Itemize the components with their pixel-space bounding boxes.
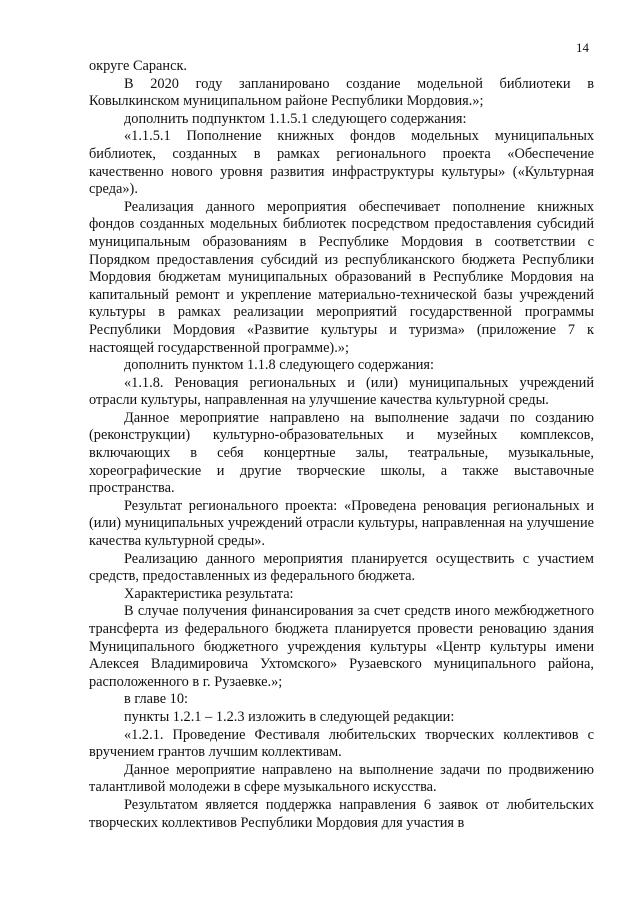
paragraph: Результатом является поддержка направления 6 заявок от любительских творческих коллективов Республики Мордовия для участия в: [89, 796, 594, 831]
paragraph: в главе 10:: [124, 691, 189, 708]
paragraph: В случае получения финансирования за счет средств иного межбюджетного трансферта из федерального бюджета планируется провести реновацию здания Муниципального бюджетного учреждения культуры «Центр культуры имени Алексея Владимировича Ухтомского» Рузаевского муниципального района, расположенного в г. Рузаевке.»;: [89, 603, 594, 690]
paragraph: округе Саранск.: [89, 58, 188, 74]
paragraph: дополнить подпунктом 1.1.5.1 следующего содержания:: [124, 110, 467, 127]
paragraph: пункты 1.2.1 – 1.2.3 изложить в следующей редакции:: [124, 708, 455, 725]
paragraph: «1.1.8. Реновация региональных и (или) муниципальных учреждений отрасли культуры, направленная на улучшение качества культурной среды.: [89, 374, 594, 409]
paragraph: Реализация данного мероприятия обеспечивает пополнение книжных фондов созданных модельных библиотек посредством предоставления субсидий муниципальным образованиям в Республике Мордовия в соответствии с Порядком предоставления субсидий из республиканского бюджета Республики Мордовия бюджетам муниципальных образований в Республике Мордовия на капитальный ремонт и укрепление материально-технической базы учреждений культуры в рамках реализации мероприятий государственной программы Республики Мордовия «Развитие культуры и туризма» (приложение 7 к настоящей государственной программе).»;: [89, 198, 594, 356]
page-number: 14: [576, 40, 589, 55]
paragraph: «1.1.5.1 Пополнение книжных фондов модельных муниципальных библиотек, созданных в рамках регионального проекта «Обеспечение качественно нового уровня развития инфраструктуры культуры» («Культурная среда»).: [89, 128, 594, 198]
document-body: [89, 58, 594, 832]
paragraph: Характеристика результата:: [124, 585, 294, 602]
paragraph: Реализацию данного мероприятия планируется осуществить с участием средств, предоставленных из федерального бюджета.: [89, 550, 594, 585]
paragraph: дополнить пунктом 1.1.8 следующего содержания:: [124, 357, 435, 374]
paragraph: Данное мероприятие направлено на выполнение задачи по созданию (реконструкции) культурно-образовательных и музейных комплексов, включающих в себя концертные залы, театральные, музыкальные, хореографические и другие творческие школы, а также выставочные пространства.: [89, 409, 594, 497]
paragraph: Результат регионального проекта: «Проведена реновация региональных и (или) муниципальных учреждений отрасли культуры, направленная на улучшение качества культурной среды».: [89, 497, 594, 550]
paragraph: В 2020 году запланировано создание модельной библиотеки в Ковылкинском муниципальном районе Республики Мордовия.»;: [89, 75, 594, 110]
paragraph: Данное мероприятие направлено на выполнение задачи по продвижению талантливой молодежи в сфере музыкального искусства.: [89, 761, 594, 796]
paragraph: «1.2.1. Проведение Фестиваля любительских творческих коллективов с вручением грантов лучшим коллективам.: [89, 726, 594, 761]
